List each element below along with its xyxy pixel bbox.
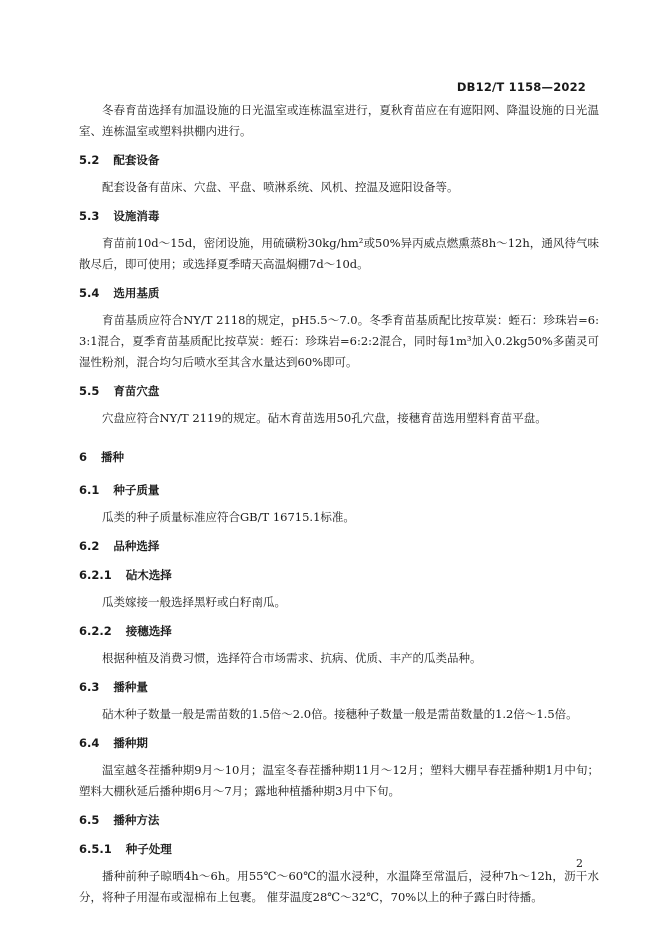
section-number: 5.4 [79,286,100,300]
section-heading [79,677,599,698]
section-number: 6.5.1 [79,842,112,856]
page-number: 2 [576,857,583,870]
paragraph: 砧木种子数量一般是需苗数的1.5倍～2.0倍。接穗种子数量一般是需苗数量的1.2倍～1.5倍。 [102,707,578,721]
section-title: 砧木选择 [125,568,172,582]
paragraph: 瓜类嫁接一般选择黑籽或白籽南瓜。 [102,595,286,609]
paragraph: 冬春育苗选择有加温设施的日光温室或连栋温室进行，夏秋育苗应在有遮阳网、降温设施的日光温室、连栋温室或塑料拱棚内进行。 [79,103,599,138]
section-heading [79,447,599,468]
section-number: 5.2 [79,153,100,167]
paragraph: 穴盘应符合NY/T 2119的规定。砧木育苗选用50孔穴盘，接穗育苗选用塑料育苗平盘。 [102,411,547,425]
section-title: 播种 [101,450,125,464]
paragraph: 播种前种子晾晒4h～6h。用55℃～60℃的温水浸种，水温降至常温后，浸种7h～12h，沥干水分，将种子用湿布或湿棉布上包裹。 催芽温度28℃～32℃，70%以上的种子露白时待播。 [79,869,599,904]
section-heading [79,810,599,831]
section-title: 接穗选择 [125,624,172,638]
paragraph: 根据种植及消费习惯，选择符合市场需求、抗病、优质、丰产的瓜类品种。 [102,651,482,665]
section-heading [79,283,599,304]
section-heading [79,839,599,860]
section-title: 育苗穴盘 [113,384,160,398]
section-title: 播种量 [113,680,148,694]
section-title: 种子处理 [125,842,172,856]
section-heading [79,733,599,754]
section-title: 配套设备 [113,153,160,167]
section-title: 播种方法 [113,813,160,827]
paragraph: 育苗基质应符合NY/T 2118的规定，pH5.5～7.0。冬季育苗基质配比按草炭：蛭石：珍珠岩=6:3:1混合，夏季育苗基质配比按草炭：蛭石：珍珠岩=6:2:2混合，同时每1m³加入0.2kg50%多菌灵可湿性粉剂，混合均匀后喷水至其含水量达到60%即可。 [79,313,599,369]
section-number: 6 [79,450,88,464]
section-title: 品种选择 [113,539,160,553]
section-title: 种子质量 [113,483,160,497]
section-number: 6.1 [79,483,100,497]
section-title: 设施消毒 [113,209,160,223]
section-heading [79,480,599,501]
section-number: 6.3 [79,680,100,694]
section-number: 5.5 [79,384,100,398]
paragraph: 瓜类的种子质量标准应符合GB/T 16715.1标准。 [102,510,355,524]
section-heading [79,565,599,586]
section-number: 6.2.1 [79,568,112,582]
section-title: 选用基质 [113,286,160,300]
document-body [79,100,599,908]
paragraph: 温室越冬茬播种期9月～10月；温室冬春茬播种期11月～12月；塑料大棚早春茬播种期1月中旬；塑料大棚秋延后播种期6月～7月；露地种植播种期3月中下旬。 [79,763,599,798]
section-number: 6.2 [79,539,100,553]
section-number: 6.5 [79,813,100,827]
document-code: DB12/T 1158—2022 [456,80,586,94]
section-heading [79,150,599,171]
paragraph: 育苗前10d～15d，密闭设施，用硫磺粉30kg/hm²或50%异丙威点燃熏蒸8h～12h，通风待气味散尽后，即可使用；或选择夏季晴天高温焖棚7d～10d。 [79,236,599,271]
paragraph: 配套设备有苗床、穴盘、平盘、喷淋系统、风机、控温及遮阳设备等。 [102,180,459,194]
section-number: 6.4 [79,736,100,750]
section-number: 5.3 [79,209,100,223]
section-heading [79,621,599,642]
section-heading [79,381,599,402]
section-title: 播种期 [113,736,148,750]
section-heading [79,206,599,227]
section-heading [79,536,599,557]
section-number: 6.2.2 [79,624,112,638]
